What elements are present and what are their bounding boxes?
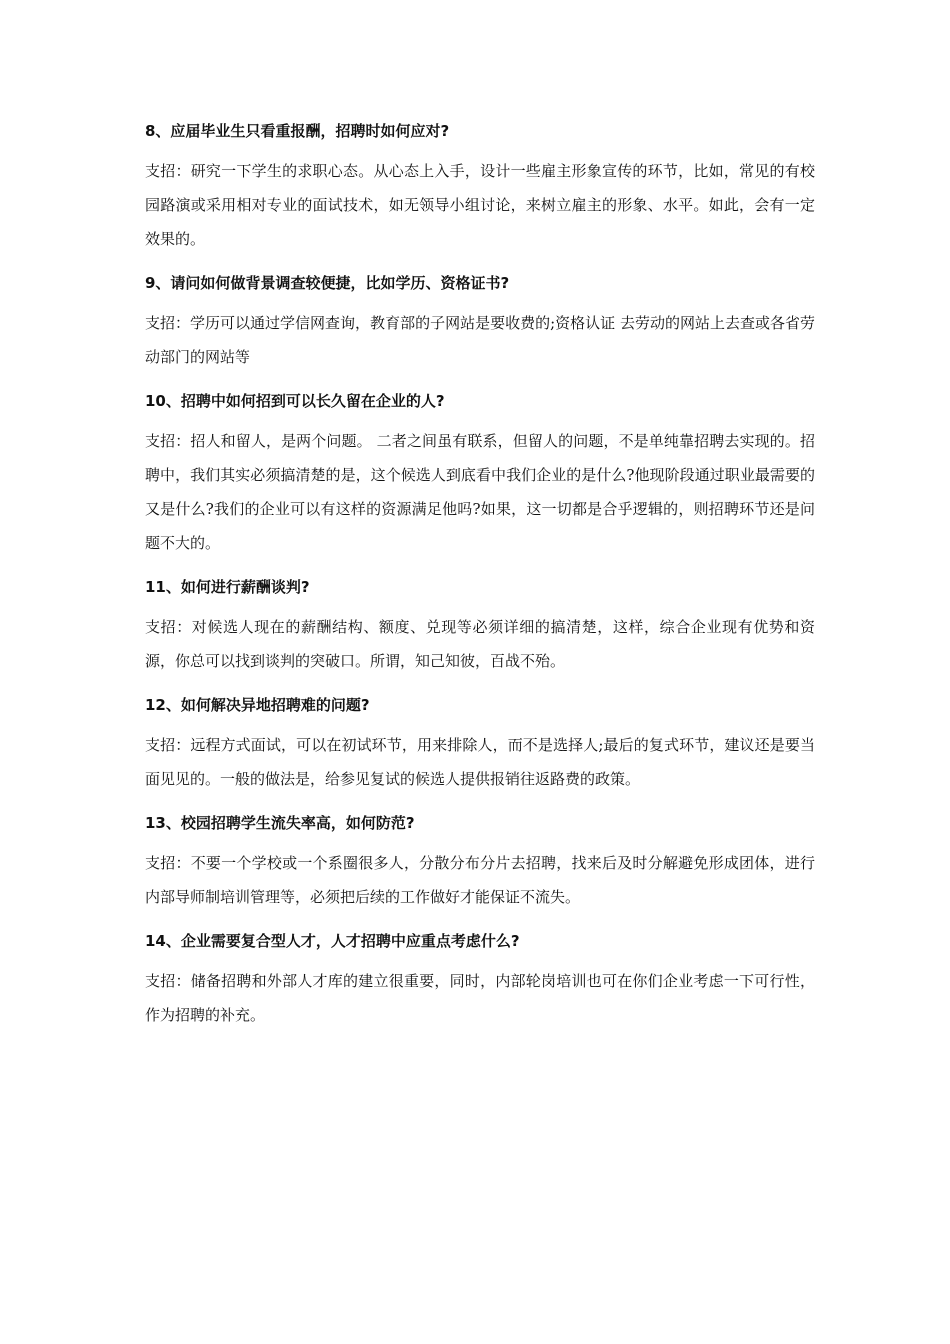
- question-heading: 10、招聘中如何招到可以长久留在企业的人?: [145, 392, 445, 410]
- qa-item: [145, 694, 815, 796]
- answer-paragraph: 支招：对候选人现在的薪酬结构、额度、兑现等必须详细的搞清楚，这样，综合企业现有优势和资源，你总可以找到谈判的突破口。所谓，知己知彼，百战不殆。: [145, 618, 815, 670]
- qa-item: [145, 120, 815, 256]
- answer-paragraph: 支招：远程方式面试，可以在初试环节，用来排除人，而不是选择人;最后的复式环节，建议还是要当面见见的。一般的做法是，给参见复试的候选人提供报销往返路费的政策。: [145, 736, 815, 788]
- qa-item: [145, 930, 815, 1032]
- question-heading: 12、如何解决异地招聘难的问题?: [145, 696, 370, 714]
- question-heading: 13、校园招聘学生流失率高，如何防范?: [145, 814, 415, 832]
- document-page: [145, 120, 815, 1048]
- answer-paragraph: 支招：研究一下学生的求职心态。从心态上入手，设计一些雇主形象宣传的环节，比如，常见的有校园路演或采用相对专业的面试技术，如无领导小组讨论，来树立雇主的形象、水平。如此，会有一定效果的。: [145, 162, 815, 248]
- answer-paragraph: 支招：储备招聘和外部人才库的建立很重要，同时，内部轮岗培训也可在你们企业考虑一下可行性，作为招聘的补充。: [145, 972, 815, 1024]
- question-heading: 8、应届毕业生只看重报酬，招聘时如何应对?: [145, 122, 450, 140]
- question-heading: 11、如何进行薪酬谈判?: [145, 578, 310, 596]
- answer-paragraph: 支招：不要一个学校或一个系圈很多人，分散分布分片去招聘，找来后及时分解避免形成团体，进行内部导师制培训管理等，必须把后续的工作做好才能保证不流失。: [145, 854, 815, 906]
- qa-item: [145, 576, 815, 678]
- qa-item: [145, 812, 815, 914]
- answer-paragraph: 支招：学历可以通过学信网查询，教育部的子网站是要收费的;资格认证 去劳动的网站上去查或各省劳动部门的网站等: [145, 314, 815, 366]
- qa-item: [145, 272, 815, 374]
- question-heading: 14、企业需要复合型人才，人才招聘中应重点考虑什么?: [145, 932, 520, 950]
- question-heading: 9、请问如何做背景调查较便捷，比如学历、资格证书?: [145, 274, 510, 292]
- answer-paragraph: 支招：招人和留人，是两个问题。 二者之间虽有联系，但留人的问题，不是单纯靠招聘去实现的。招聘中，我们其实必须搞清楚的是，这个候选人到底看中我们企业的是什么?他现阶段通过职业最需要的又是什么?我们的企业可以有这样的资源满足他吗?如果，这一切都是合乎逻辑的，则招聘环节还是问题不大的。: [145, 432, 815, 552]
- qa-item: [145, 390, 815, 560]
